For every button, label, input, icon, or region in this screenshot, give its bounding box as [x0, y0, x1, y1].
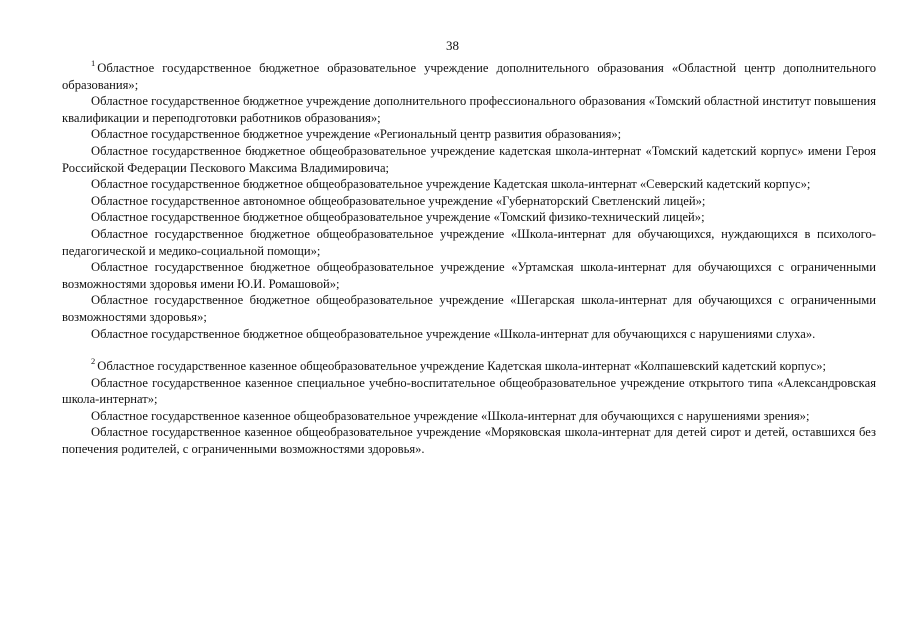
page-number: 38 — [446, 38, 459, 53]
footnote-1 — [62, 57, 876, 342]
section-spacer — [62, 342, 876, 358]
document-body — [62, 57, 876, 458]
footnote-paragraph — [62, 57, 876, 93]
footnote-paragraph: Областное государственное бюджетное общеобразовательное учреждение «Шегарская школа-интернат для обучающихся с ограниченными возможностями здоровья»; — [62, 293, 876, 324]
footnote-paragraph: Областное государственное бюджетное общеобразовательное учреждение «Томский физико-технический лицей»; — [91, 210, 705, 225]
footnote-paragraph — [62, 355, 876, 375]
footnote-paragraph: Областное государственное бюджетное общеобразовательное учреждение кадетская школа-интернат «Томский кадетский корпус» имени Героя Российской Федерации Пескового Максима Владимировича; — [62, 143, 876, 175]
footnote-paragraph: Областное государственное бюджетное общеобразовательное учреждение Кадетская школа-интернат «Северский кадетский корпус»; — [91, 177, 811, 192]
footnote-paragraph: Областное государственное бюджетное общеобразовательное учреждение «Уртамская школа-интернат для обучающихся с ограниченными возможностями здоровья имени Ю.И. Ромашовой»; — [62, 260, 876, 291]
footnote-paragraph: Областное государственное казенное общеобразовательное учреждение «Школа-интернат для обучающихся с нарушениями зрения»; — [91, 408, 810, 423]
footnote-paragraph: Областное государственное казенное общеобразовательное учреждение «Моряковская школа-интернат для детей сирот и детей, оставшихся без попечения родителей, с ограниченными возможностями здоровья». — [62, 425, 876, 457]
paragraph-text: Областное государственное бюджетное образовательное учреждение дополнительного образования «Областной центр дополнительного образования»; — [62, 61, 876, 92]
footnote-paragraph: Областное государственное бюджетное общеобразовательное учреждение «Школа-интернат для обучающихся, нуждающихся в психолого-педагогической и медико-социальной помощи»; — [62, 226, 876, 258]
footnote-paragraph: Областное государственное бюджетное общеобразовательное учреждение «Школа-интернат для обучающихся с нарушениями слуха». — [91, 326, 816, 341]
footnote-2 — [62, 355, 876, 458]
footnote-paragraph: Областное государственное казенное специальное учебно-воспитательное общеобразовательное учреждение открытого типа «Александровская школа-интернат»; — [62, 375, 876, 407]
footnote-paragraph: Областное государственное бюджетное учреждение «Региональный центр развития образования»; — [91, 127, 622, 142]
paragraph-text: Областное государственное казенное общеобразовательное учреждение Кадетская школа-интернат «Колпашевский кадетский корпус»; — [97, 359, 827, 374]
footnote-paragraph: Областное государственное автономное общеобразовательное учреждение «Губернаторский Светленский лицей»; — [91, 193, 706, 208]
footnote-mark: 1 — [91, 57, 96, 68]
footnote-paragraph: Областное государственное бюджетное учреждение дополнительного профессионального образования «Томский областной институт повышения квалификации и переподготовки работников образования»; — [62, 94, 876, 125]
footnote-mark: 2 — [91, 355, 96, 366]
